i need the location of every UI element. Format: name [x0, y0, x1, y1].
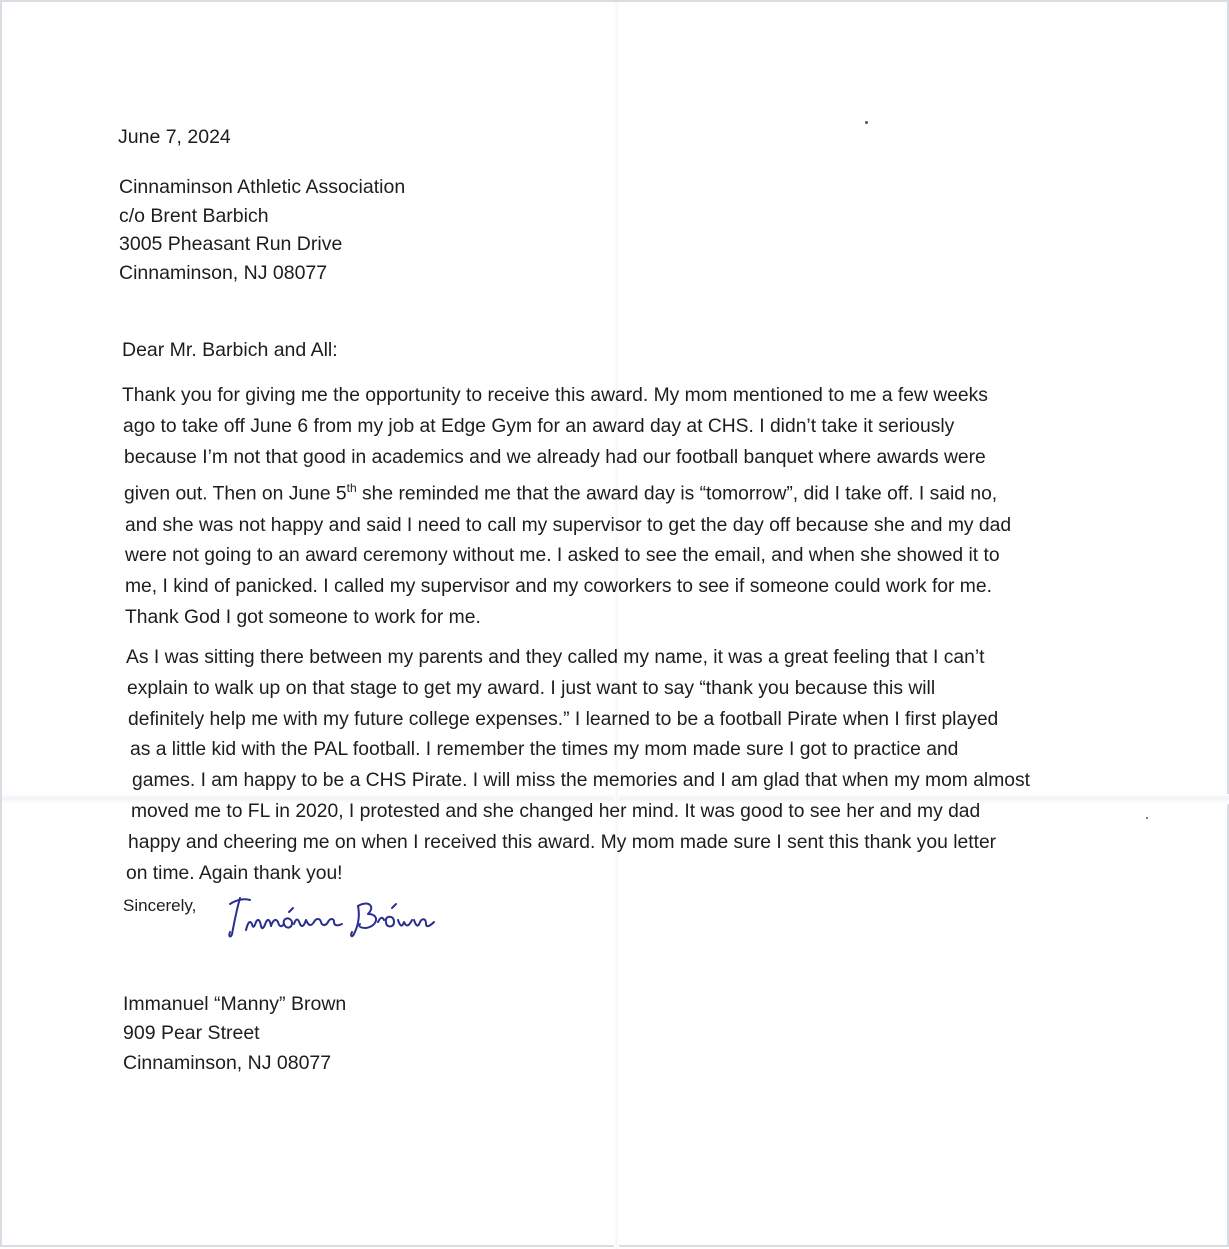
paragraph-line: Thank God I got someone to work for me. — [125, 607, 481, 628]
sender-name: Immanuel “Manny” Brown — [123, 993, 347, 1015]
paragraph-line: me, I kind of panicked. I called my supervisor and my coworkers to see if someone could work for me. — [125, 576, 992, 598]
paragraph-line: and she was not happy and said I need to call my supervisor to get the day off because she and my dad — [125, 514, 1012, 536]
closing: Sincerely, — [123, 896, 197, 915]
paragraph-line: on time. Again thank you! — [126, 862, 343, 884]
paper-speck — [1146, 817, 1148, 819]
sender-city-state-zip: Cinnaminson, NJ 08077 — [123, 1051, 332, 1074]
line-text: given out. Then on June 5 — [124, 483, 347, 505]
recipient-organization: Cinnaminson Athletic Association — [119, 176, 406, 198]
handwritten-signature — [226, 890, 471, 950]
body-paragraph-1 — [122, 381, 1011, 634]
paragraph-line: definitely help me with my future college expenses.” I learned to be a football Pirate when I first played — [128, 708, 999, 730]
paragraph-line: as a little kid with the PAL football. I remember the times my mom made sure I got to practice and — [130, 739, 959, 761]
sender-street: 909 Pear Street — [123, 1022, 260, 1045]
recipient-address-block — [119, 173, 405, 288]
salutation: Dear Mr. Barbich and All: — [122, 339, 338, 361]
line-text: she reminded me that the award day is “tomorrow”, did I take off. I said no, — [356, 483, 998, 505]
paragraph-line: because I’m not that good in academics and we already had our football banquet where awards were — [124, 446, 986, 468]
paragraph-line: happy and cheering me on when I received this award. My mom made sure I sent this thank you letter — [128, 831, 997, 853]
letter-date: June 7, 2024 — [118, 126, 231, 148]
paper-speck — [865, 121, 868, 124]
paragraph-line: were not going to an award ceremony without me. I asked to see the email, and when she showed it to — [125, 545, 1000, 567]
paragraph-line: games. I am happy to be a CHS Pirate. I will miss the memories and I am glad that when my mom almost — [132, 770, 1030, 792]
recipient-street: 3005 Pheasant Run Drive — [119, 233, 343, 256]
recipient-city-state-zip: Cinnaminson, NJ 08077 — [119, 262, 328, 285]
paragraph-line: Thank you for giving me the opportunity to receive this award. My mom mentioned to me a few weeks — [122, 385, 988, 406]
paragraph-line — [124, 473, 1011, 510]
paragraph-line: explain to walk up on that stage to get my award. I just want to say “thank you because this will — [127, 677, 936, 699]
recipient-attention: c/o Brent Barbich — [119, 204, 269, 227]
body-paragraph-2 — [126, 643, 1030, 889]
paragraph-line: As I was sitting there between my parents and they called my name, it was a great feeling that I can’t — [126, 647, 985, 668]
paragraph-line: ago to take off June 6 from my job at Edge Gym for an award day at CHS. I didn’t take it seriously — [123, 415, 955, 437]
paragraph-line: moved me to FL in 2020, I protested and she changed her mind. It was good to see her and my dad — [131, 800, 981, 822]
sender-address-block — [123, 990, 346, 1078]
ordinal-suffix: th — [346, 481, 357, 496]
